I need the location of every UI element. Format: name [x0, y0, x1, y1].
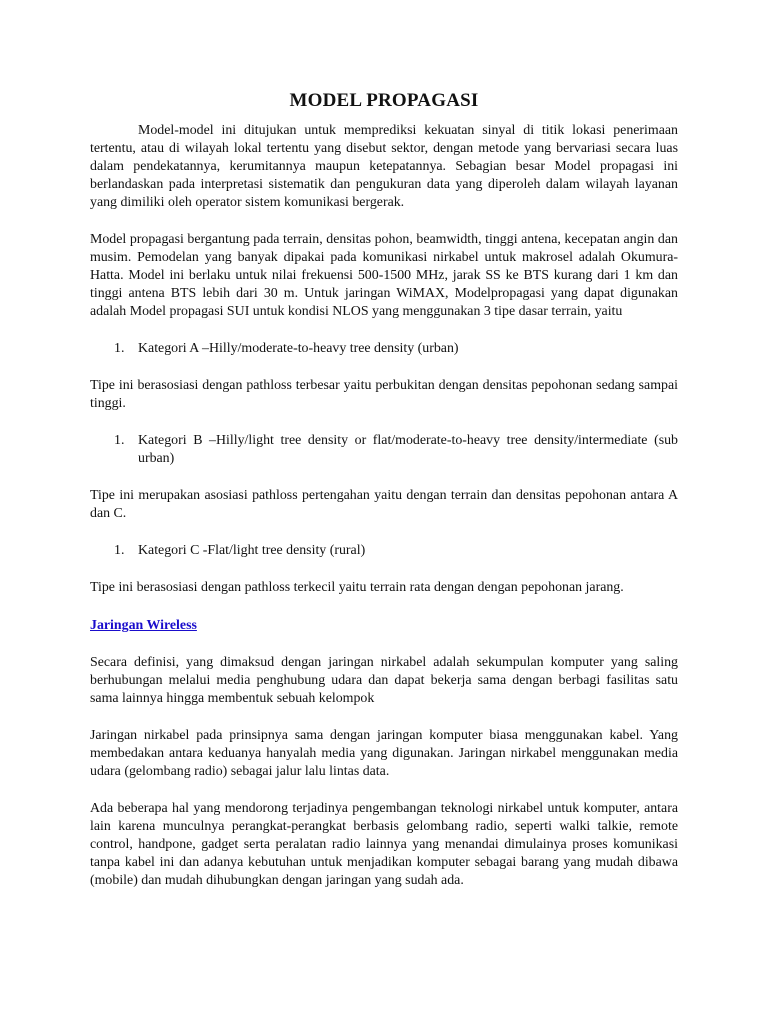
paragraph-terrain: Model propagasi bergantung pada terrain, densitas pohon, beamwidth, tinggi antena, kecepatan angin dan musim. Pemodelan yang banyak dipakai pada komunikasi nirkabel untuk makrosel adalah Okumura-Hatta. Model ini berlaku untuk nilai frekuensi 500-1500 MHz, jarak SS ke BTS kurang dari 1 km dan tinggi antena BTS lebih dari 30 m. Untuk jaringan WiMAX, Modelpropagasi yang dapat digunakan adalah Model propagasi SUI untuk kondisi NLOS yang menggunakan 3 tipe dasar terrain, yaitu: [90, 232, 678, 319]
paragraph-definition: Secara definisi, yang dimaksud dengan jaringan nirkabel adalah sekumpulan komputer yang saling berhubungan melalui media penghubung udara dan dapat bekerja sama dengan berbagi fasilitas satu sama lainnya hingga membentuk sebuah kelompok: [90, 655, 678, 706]
list-item-category-a: [90, 340, 678, 358]
paragraph-intro: Model-model ini ditujukan untuk memprediksi kekuatan sinyal di titik lokasi penerimaan tertentu, atau di wilayah lokal tertentu yang disebut sektor, dengan metode yang bervariasi secara luas dalam pendekatannya, kerumitannya maupun ketepatannya. Sebagian besar Model propagasi ini berlandaskan pada interpretasi sistematik dan pengukuran data yang diperoleh dalam wilayah layanan yang dimiliki oleh operator sistem komunikasi bergerak.: [90, 123, 678, 210]
list-item-text: Kategori B –Hilly/light tree density or flat/moderate-to-heavy tree density/intermediate (sub urban): [138, 433, 678, 466]
paragraph-principle: Jaringan nirkabel pada prinsipnya sama dengan jaringan komputer biasa menggunakan kabel. Yang membedakan antara keduanya hanyalah media yang digunakan. Jaringan nirkabel menggunakan media udara (gelombang radio) sebagai jalur lalu lintas data.: [90, 728, 678, 779]
list-item-text: Kategori A –Hilly/moderate-to-heavy tree density (urban): [138, 341, 459, 356]
list-marker: 1.: [114, 433, 125, 448]
paragraph-category-c: Tipe ini berasosiasi dengan pathloss terkecil yaitu terrain rata dengan dengan pepohonan jarang.: [90, 580, 624, 595]
list-item-text: Kategori C -Flat/light tree density (rural): [138, 543, 366, 558]
paragraph-category-b: Tipe ini merupakan asosiasi pathloss pertengahan yaitu dengan terrain dan densitas pepohonan antara A dan C.: [90, 488, 678, 521]
list-item-category-b: [90, 432, 678, 468]
list-marker: 1.: [114, 543, 125, 558]
page-title: MODEL PROPAGASI: [289, 90, 479, 111]
paragraph-category-a: Tipe ini berasosiasi dengan pathloss terbesar yaitu perbukitan dengan densitas pepohonan sedang sampai tinggi.: [90, 378, 678, 411]
link-jaringan-wireless[interactable]: Jaringan Wireless: [90, 618, 197, 633]
list-marker: 1.: [114, 341, 125, 356]
list-item-category-c: [90, 542, 678, 560]
paragraph-development: Ada beberapa hal yang mendorong terjadinya pengembangan teknologi nirkabel untuk komputer, antara lain karena munculnya perangkat-perangkat berbasis gelombang radio, seperti walki talkie, remote control, handpone, gadget serta peralatan radio lainnya yang menandai dimulainya proses komunikasi tanpa kabel ini dan adanya kebutuhan untuk menjadikan komputer sebagai barang yang mudah dibawa (mobile) dan mudah dihubungkan dengan jaringan yang sudah ada.: [90, 801, 678, 888]
